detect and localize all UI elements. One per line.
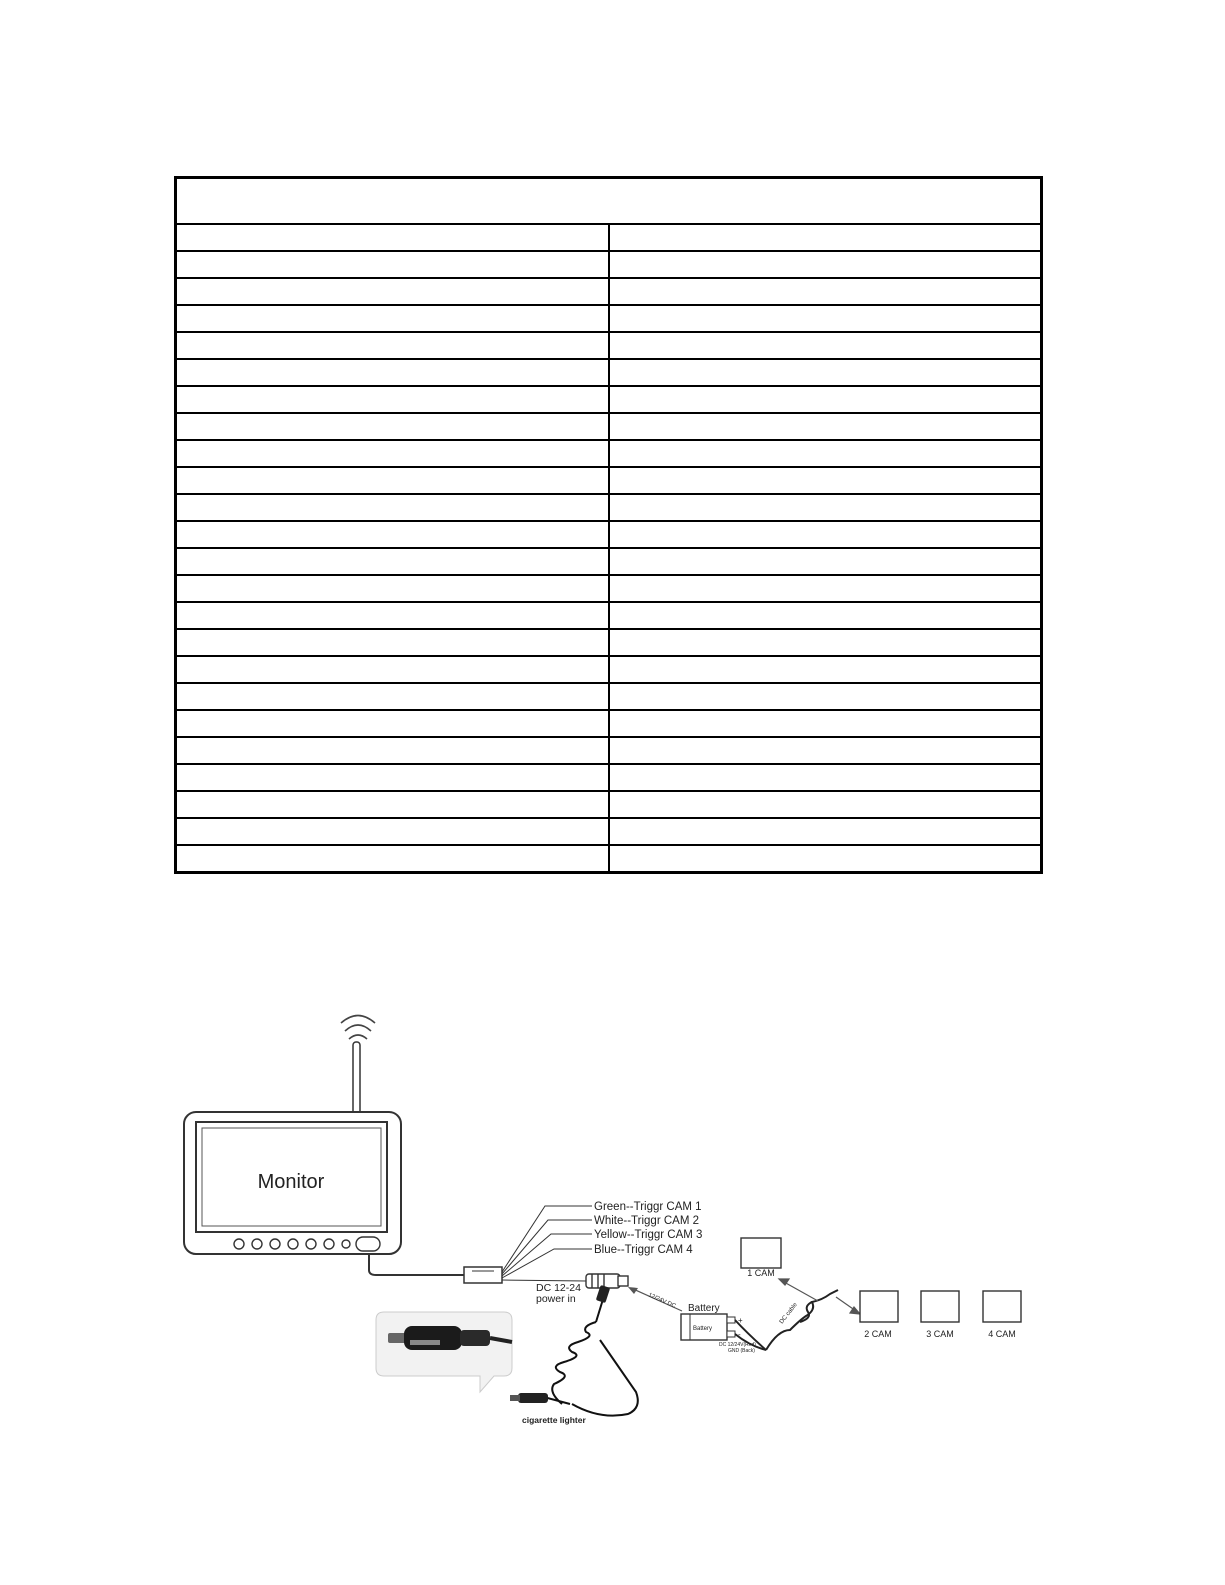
spec-table-row xyxy=(176,251,1042,278)
power-connector xyxy=(586,1274,628,1288)
spec-table-row xyxy=(176,710,1042,737)
spec-table-header xyxy=(176,178,1042,225)
wireless-signal-icon xyxy=(341,1016,375,1040)
spec-label-cell xyxy=(176,683,609,710)
monitor-cable xyxy=(369,1254,466,1275)
spec-label-cell xyxy=(176,818,609,845)
camera-2-label: 2 CAM xyxy=(864,1329,892,1339)
spec-label-cell xyxy=(176,629,609,656)
spec-value-cell xyxy=(609,413,1042,440)
spec-table-body xyxy=(176,224,1042,873)
spec-label-cell xyxy=(176,278,609,305)
spec-value-cell xyxy=(609,224,1042,251)
coiled-cable xyxy=(540,1296,638,1416)
spec-value-cell xyxy=(609,818,1042,845)
wiring-diagram xyxy=(0,1000,1225,1440)
spec-table-row xyxy=(176,386,1042,413)
spec-value-cell xyxy=(609,764,1042,791)
camera-4 xyxy=(983,1291,1021,1339)
antenna xyxy=(353,1042,360,1114)
spec-label-cell xyxy=(176,602,609,629)
spec-value-cell xyxy=(609,548,1042,575)
cable-label: 12/24V DC xyxy=(647,1292,677,1310)
spec-value-cell xyxy=(609,656,1042,683)
camera-4-label: 4 CAM xyxy=(988,1329,1016,1339)
spec-value-cell xyxy=(609,521,1042,548)
spec-table-row xyxy=(176,791,1042,818)
spec-label-cell xyxy=(176,224,609,251)
spec-table-row xyxy=(176,467,1042,494)
spec-table-row xyxy=(176,656,1042,683)
spec-table-row xyxy=(176,494,1042,521)
cigarette-lighter-plug xyxy=(510,1393,548,1403)
spec-label-cell xyxy=(176,845,609,873)
spec-label-cell xyxy=(176,413,609,440)
camera-3-label: 3 CAM xyxy=(926,1329,954,1339)
spec-table-row xyxy=(176,359,1042,386)
spec-label-cell xyxy=(176,521,609,548)
spec-table-row xyxy=(176,332,1042,359)
spec-value-cell xyxy=(609,629,1042,656)
spec-label-cell xyxy=(176,332,609,359)
wire-label-yellow: Yellow--Triggr CAM 3 xyxy=(594,1229,703,1241)
spec-label-cell xyxy=(176,791,609,818)
battery-minus-sign: - xyxy=(738,1330,741,1339)
cigarette-lighter-label: cigarette lighter xyxy=(522,1415,586,1425)
power-label-line2: power in xyxy=(536,1293,576,1305)
camera-3 xyxy=(921,1291,959,1339)
spec-value-cell xyxy=(609,494,1042,521)
spec-value-cell xyxy=(609,683,1042,710)
spec-label-cell xyxy=(176,440,609,467)
spec-table-row xyxy=(176,413,1042,440)
spec-table xyxy=(174,176,1043,874)
spec-label-cell xyxy=(176,710,609,737)
camera-2 xyxy=(860,1291,898,1339)
spec-table-row xyxy=(176,224,1042,251)
monitor xyxy=(184,1112,401,1254)
spec-value-cell xyxy=(609,710,1042,737)
spec-table-row xyxy=(176,845,1042,873)
lighter-callout xyxy=(376,1312,512,1392)
spec-table-row xyxy=(176,548,1042,575)
splitter xyxy=(464,1267,502,1283)
wire-label-green: Green--Triggr CAM 1 xyxy=(594,1201,702,1213)
monitor-label: Monitor xyxy=(257,1171,325,1193)
spec-label-cell xyxy=(176,764,609,791)
power-label-line1: DC 12-24 xyxy=(536,1282,581,1294)
spec-label-cell xyxy=(176,575,609,602)
battery xyxy=(681,1314,743,1340)
spec-value-cell xyxy=(609,737,1042,764)
spec-table-row xyxy=(176,629,1042,656)
spec-value-cell xyxy=(609,278,1042,305)
spec-value-cell xyxy=(609,332,1042,359)
spec-label-cell xyxy=(176,548,609,575)
spec-table-row xyxy=(176,440,1042,467)
spec-table-row xyxy=(176,602,1042,629)
battery-title: Battery xyxy=(688,1303,720,1314)
camera-1-label: 1 CAM xyxy=(747,1268,775,1278)
spec-value-cell xyxy=(609,386,1042,413)
spec-table-row xyxy=(176,737,1042,764)
spec-table-row xyxy=(176,764,1042,791)
spec-table-row xyxy=(176,818,1042,845)
spec-table-row xyxy=(176,683,1042,710)
spec-label-cell xyxy=(176,386,609,413)
dc-cable-label: DC cable xyxy=(778,1302,799,1326)
wire-label-white: White--Triggr CAM 2 xyxy=(594,1215,699,1227)
wire-label-blue: Blue--Triggr CAM 4 xyxy=(594,1244,693,1256)
spec-label-cell xyxy=(176,656,609,683)
spec-label-cell xyxy=(176,251,609,278)
spec-value-cell xyxy=(609,467,1042,494)
spec-value-cell xyxy=(609,359,1042,386)
spec-table-row xyxy=(176,575,1042,602)
spec-label-cell xyxy=(176,494,609,521)
spec-value-cell xyxy=(609,791,1042,818)
spec-label-cell xyxy=(176,359,609,386)
spec-value-cell xyxy=(609,251,1042,278)
battery-plus-sign: + xyxy=(738,1316,743,1325)
spec-label-cell xyxy=(176,737,609,764)
spec-value-cell xyxy=(609,575,1042,602)
spec-table-header-row xyxy=(176,178,1042,225)
camera-1 xyxy=(741,1238,781,1278)
gnd-black-label: GND (Back) xyxy=(728,1348,755,1354)
spec-table-row xyxy=(176,278,1042,305)
spec-value-cell xyxy=(609,602,1042,629)
spec-value-cell xyxy=(609,305,1042,332)
spec-label-cell xyxy=(176,467,609,494)
spec-value-cell xyxy=(609,440,1042,467)
trigger-wires xyxy=(502,1206,592,1281)
spec-value-cell xyxy=(609,845,1042,873)
battery-inner-label: Battery xyxy=(693,1326,713,1332)
spec-label-cell xyxy=(176,305,609,332)
spec-table-row xyxy=(176,521,1042,548)
spec-table-row xyxy=(176,305,1042,332)
dc-red-label: DC 12/24V(Red) xyxy=(719,1342,756,1348)
